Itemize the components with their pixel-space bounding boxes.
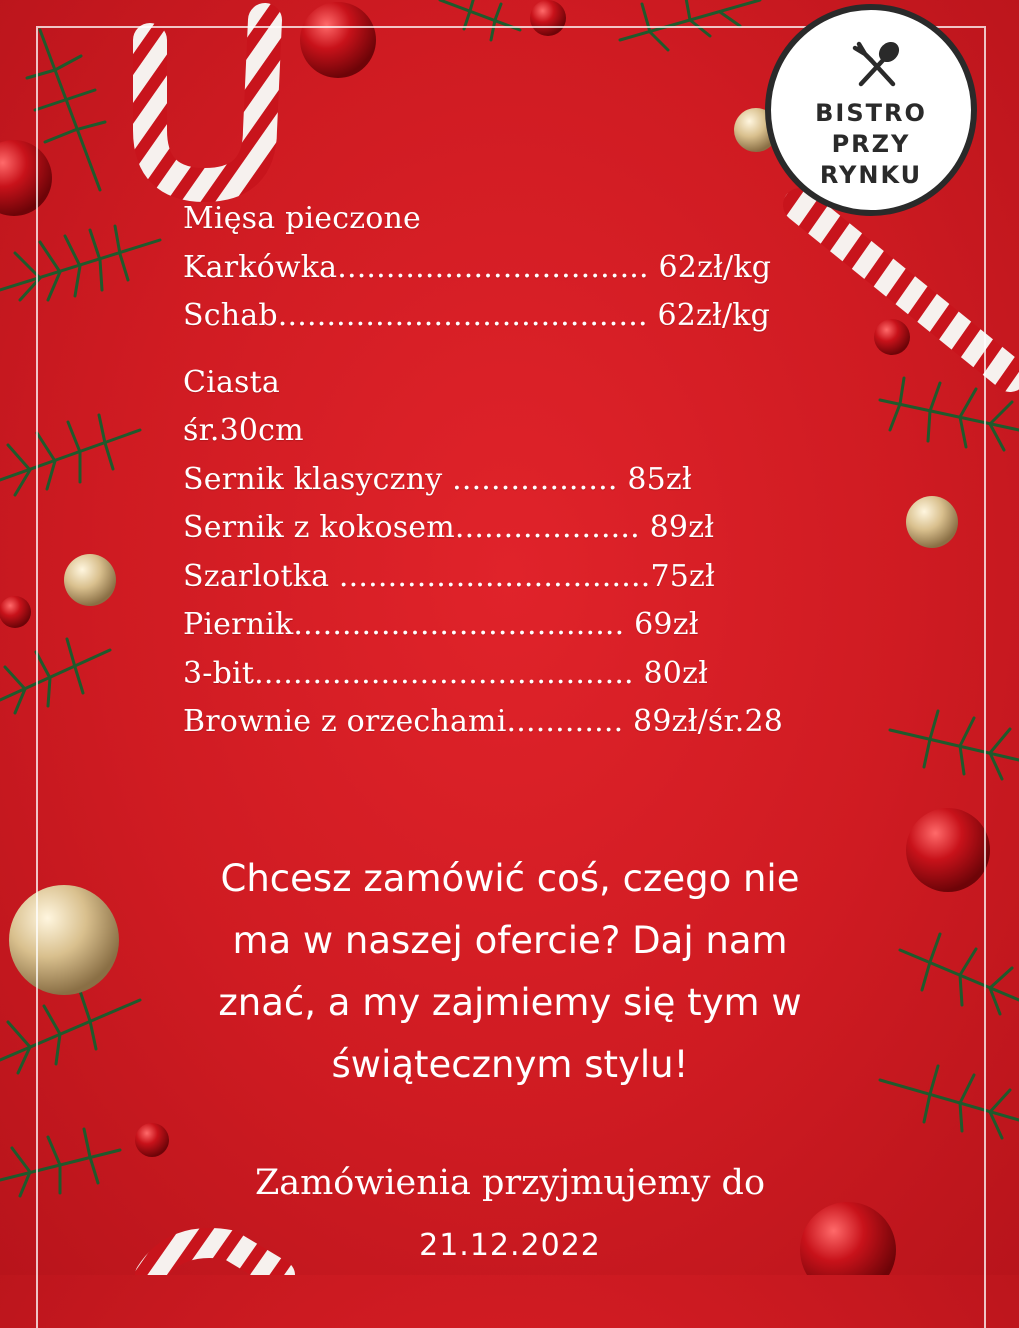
- menu-item-sernik-z-kokosem: Sernik z kokosem................... 89zł: [183, 510, 715, 545]
- cakes-size-note: śr.30cm: [183, 413, 304, 448]
- section-title-roasts: Mięsa pieczone: [183, 201, 421, 236]
- logo-line: RYNKU: [819, 161, 923, 189]
- order-deadline-date: 21.12.2022: [419, 1228, 601, 1263]
- logo-line: BISTRO: [815, 99, 927, 127]
- message-line: Chcesz zamówić coś, czego nie: [220, 857, 800, 900]
- bistro-logo: [765, 4, 977, 216]
- menu-item-karkowka: Karkówka................................ 62zł/kg: [183, 249, 772, 285]
- order-deadline-text: Zamówienia przyjmujemy do: [254, 1163, 766, 1203]
- menu-item-3-bit: 3-bit....................................... 80zł: [183, 655, 709, 691]
- menu-item-szarlotka: Szarlotka ................................75zł: [183, 558, 715, 594]
- logo-text: [771, 98, 971, 191]
- menu-item-brownie: Brownie z orzechami............ 89zł/śr.28: [183, 704, 784, 739]
- menu-item-sernik-klasyczny: Sernik klasyczny ................. 85zł: [183, 461, 692, 497]
- message-line: znać, a my zajmiemy się tym w: [218, 981, 802, 1024]
- custom-order-message: [120, 848, 900, 1096]
- message-line: świątecznym stylu!: [331, 1043, 689, 1086]
- section-title-cakes: Ciasta: [183, 364, 280, 400]
- message-line: ma w naszej ofercie? Daj nam: [232, 919, 788, 962]
- fork-spoon-icon: [851, 40, 903, 92]
- menu-item-schab: Schab...................................... 62zł/kg: [183, 298, 771, 333]
- logo-line: PRZY: [831, 130, 911, 158]
- menu-list: [183, 195, 863, 747]
- menu-item-piernik: Piernik.................................. 69zł: [183, 607, 699, 642]
